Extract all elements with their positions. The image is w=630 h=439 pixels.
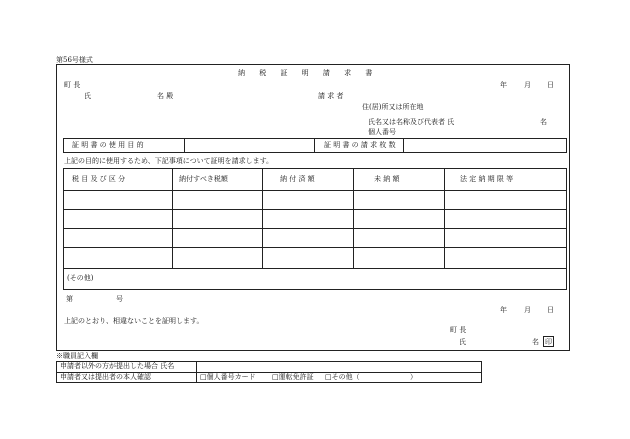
addressee-name-label: 氏	[84, 92, 91, 100]
row-divider	[63, 268, 567, 269]
date-day: 日	[547, 81, 554, 89]
cert-date-year: 年	[500, 306, 507, 314]
row-divider	[63, 190, 567, 191]
staff-col-divider	[196, 361, 197, 383]
cert-number-suffix: 号	[116, 295, 123, 303]
option-other-close: ）	[410, 373, 417, 381]
row-divider	[63, 247, 567, 248]
count-input[interactable]	[403, 138, 567, 153]
other-label: (その他)	[67, 274, 94, 282]
count-label: 証 明 書 の 請 求 枚 数	[324, 141, 396, 149]
col-divider	[262, 168, 263, 269]
cert-date-month: 月	[524, 306, 531, 314]
cert-date-day: 日	[547, 306, 554, 314]
date-year: 年	[500, 81, 507, 89]
staff-row2-label: 申請者又は提出者の本人確認	[60, 373, 151, 381]
purpose-label: 証 明 書 の 使 用 目 的	[72, 141, 144, 149]
header-tax-item: 税 目 及 び 区 分	[72, 175, 126, 183]
cert-name-label: 氏	[459, 338, 466, 346]
header-unpaid: 未 納 額	[374, 175, 400, 183]
requester-personal-number-label: 個人番号	[368, 128, 396, 136]
tax-table	[63, 168, 567, 290]
option-other[interactable]: □その他（	[325, 373, 360, 381]
addressee-town-head: 町 長	[64, 81, 81, 89]
purpose-input[interactable]	[184, 138, 315, 153]
date-month: 月	[524, 81, 531, 89]
col-divider	[172, 168, 173, 269]
form-number: 第56号様式	[56, 56, 93, 64]
header-due-date: 法 定 納 期 限 等	[460, 175, 514, 183]
row-divider	[63, 228, 567, 229]
addressee-honorific: 名 殿	[157, 92, 174, 100]
option-mynumber-card[interactable]: □個人番号カード	[200, 373, 256, 381]
staff-section-title: ※職員記入欄	[56, 352, 98, 360]
requester-address-label: 住(居)所又は所在地	[362, 103, 424, 111]
staff-row1-label: 申請者以外の方が提出した場合 氏名	[60, 362, 175, 370]
option-drivers-license[interactable]: □運転免許証	[272, 373, 314, 381]
form-title: 納 税 証 明 請 求 書	[238, 69, 379, 77]
request-statement: 上記の目的に使用するため、下記事項について証明を請求します。	[64, 157, 274, 165]
row-divider	[63, 209, 567, 210]
col-divider	[444, 168, 445, 269]
header-amount-paid: 納 付 済 額	[280, 175, 315, 183]
requester-name-suffix: 名	[540, 118, 547, 126]
cert-name-suffix: 名	[532, 338, 539, 346]
cert-town-head: 町 長	[450, 326, 467, 334]
requester-name-label: 氏名又は名称及び代表者 氏	[368, 118, 455, 126]
col-divider	[353, 168, 354, 269]
cert-number-prefix: 第	[66, 295, 73, 303]
seal-mark: 印	[545, 338, 552, 346]
requester-label: 請 求 者	[318, 92, 344, 100]
header-amount-due: 納付すべき税額	[179, 175, 228, 183]
cert-statement: 上記のとおり、相違ないことを証明します。	[64, 317, 204, 325]
